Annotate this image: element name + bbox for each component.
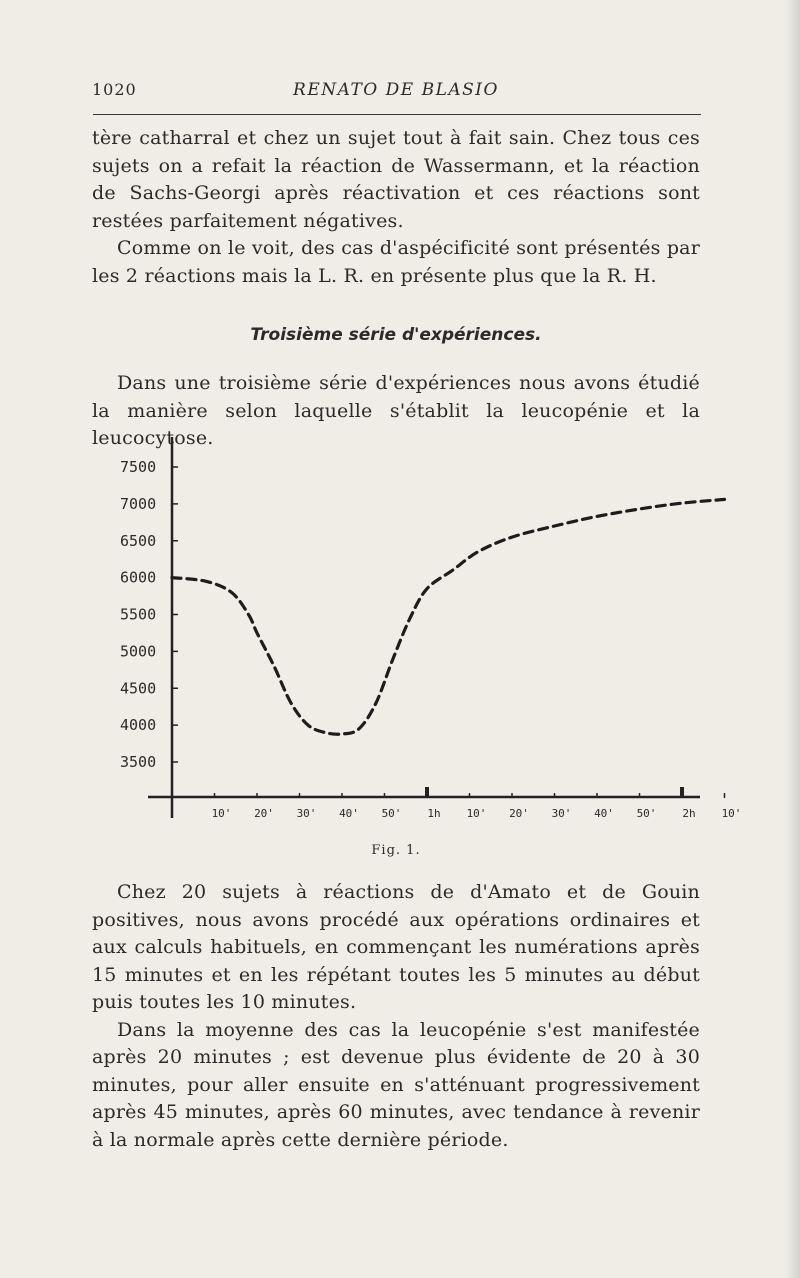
leucocyte-line-chart xyxy=(0,425,800,840)
section-heading: Troisième série d'expériences. xyxy=(250,325,542,345)
y-tick-label: 3500 xyxy=(120,753,157,771)
text-block-bottom xyxy=(92,879,700,1154)
x-tick-label: 10' xyxy=(211,807,232,820)
x-tick-label: 50' xyxy=(636,807,657,820)
x-tick-label: 40' xyxy=(594,807,614,820)
figure-caption: Fig. 1. xyxy=(371,843,421,858)
running-title: RENATO DE BLASIO xyxy=(293,80,499,100)
x-tick-label: 10' xyxy=(466,807,487,820)
y-tick-label: 7500 xyxy=(120,458,157,476)
x-tick-label: 30' xyxy=(296,807,317,820)
x-tick-label: 40' xyxy=(339,807,359,820)
x-tick-label: 2h xyxy=(682,807,696,820)
y-tick-label: 6500 xyxy=(120,531,157,550)
paragraph: Dans une troisième série d'expériences nous avons étudié la manière selon laquelle s'établit la leucopénie et la leucocytose. xyxy=(92,372,700,449)
x-tick-label: 20' xyxy=(509,807,529,820)
y-tick-label: 5000 xyxy=(120,642,157,661)
series-line-leucocytes xyxy=(172,499,725,734)
x-tick-label: 10' xyxy=(721,807,742,820)
y-tick-label: 4500 xyxy=(120,679,157,698)
x-tick-label: 1h xyxy=(427,807,441,820)
paragraph: Chez 20 sujets à réactions de d'Amato et de Gouin positives, nous avons procédé aux opérations ordinaires et aux calculs habituels, en commençant les numérations après 15 minutes et en les répétant toutes les 5 minutes au début puis toutes les 10 minutes. xyxy=(92,881,700,1013)
text-block-top xyxy=(92,125,700,290)
header-rule xyxy=(93,114,701,115)
paragraph: Comme on le voit, des cas d'aspécificité sont présentés par les 2 réactions mais la L. R. en présente plus que la R. H. xyxy=(92,237,700,287)
paragraph: Dans la moyenne des cas la leucopénie s'est manifestée après 20 minutes ; est devenue plus évidente de 20 à 30 minutes, pour aller ensuite en s'atténuant progressivement après 45 minutes, après 60 minutes, avec tendance à revenir à la normale après cette dernière période. xyxy=(92,1018,700,1151)
x-tick-label: 30' xyxy=(551,807,572,820)
x-tick-label: 50' xyxy=(381,807,402,820)
page-number: 1020 xyxy=(92,80,137,99)
paragraph: tère catharral et chez un sujet tout à fait sain. Chez tous ces sujets on a refait la réaction de Wassermann, et la réaction de Sachs-Georgi après réactivation et ces réactions sont restées parfaitement négatives. xyxy=(92,127,700,232)
y-tick-label: 5500 xyxy=(120,605,157,624)
y-tick-label: 6000 xyxy=(120,568,157,587)
y-tick-label: 4000 xyxy=(120,716,157,735)
y-tick-label: 7000 xyxy=(120,494,157,513)
x-tick-label: 20' xyxy=(254,807,274,820)
running-head xyxy=(92,80,700,104)
